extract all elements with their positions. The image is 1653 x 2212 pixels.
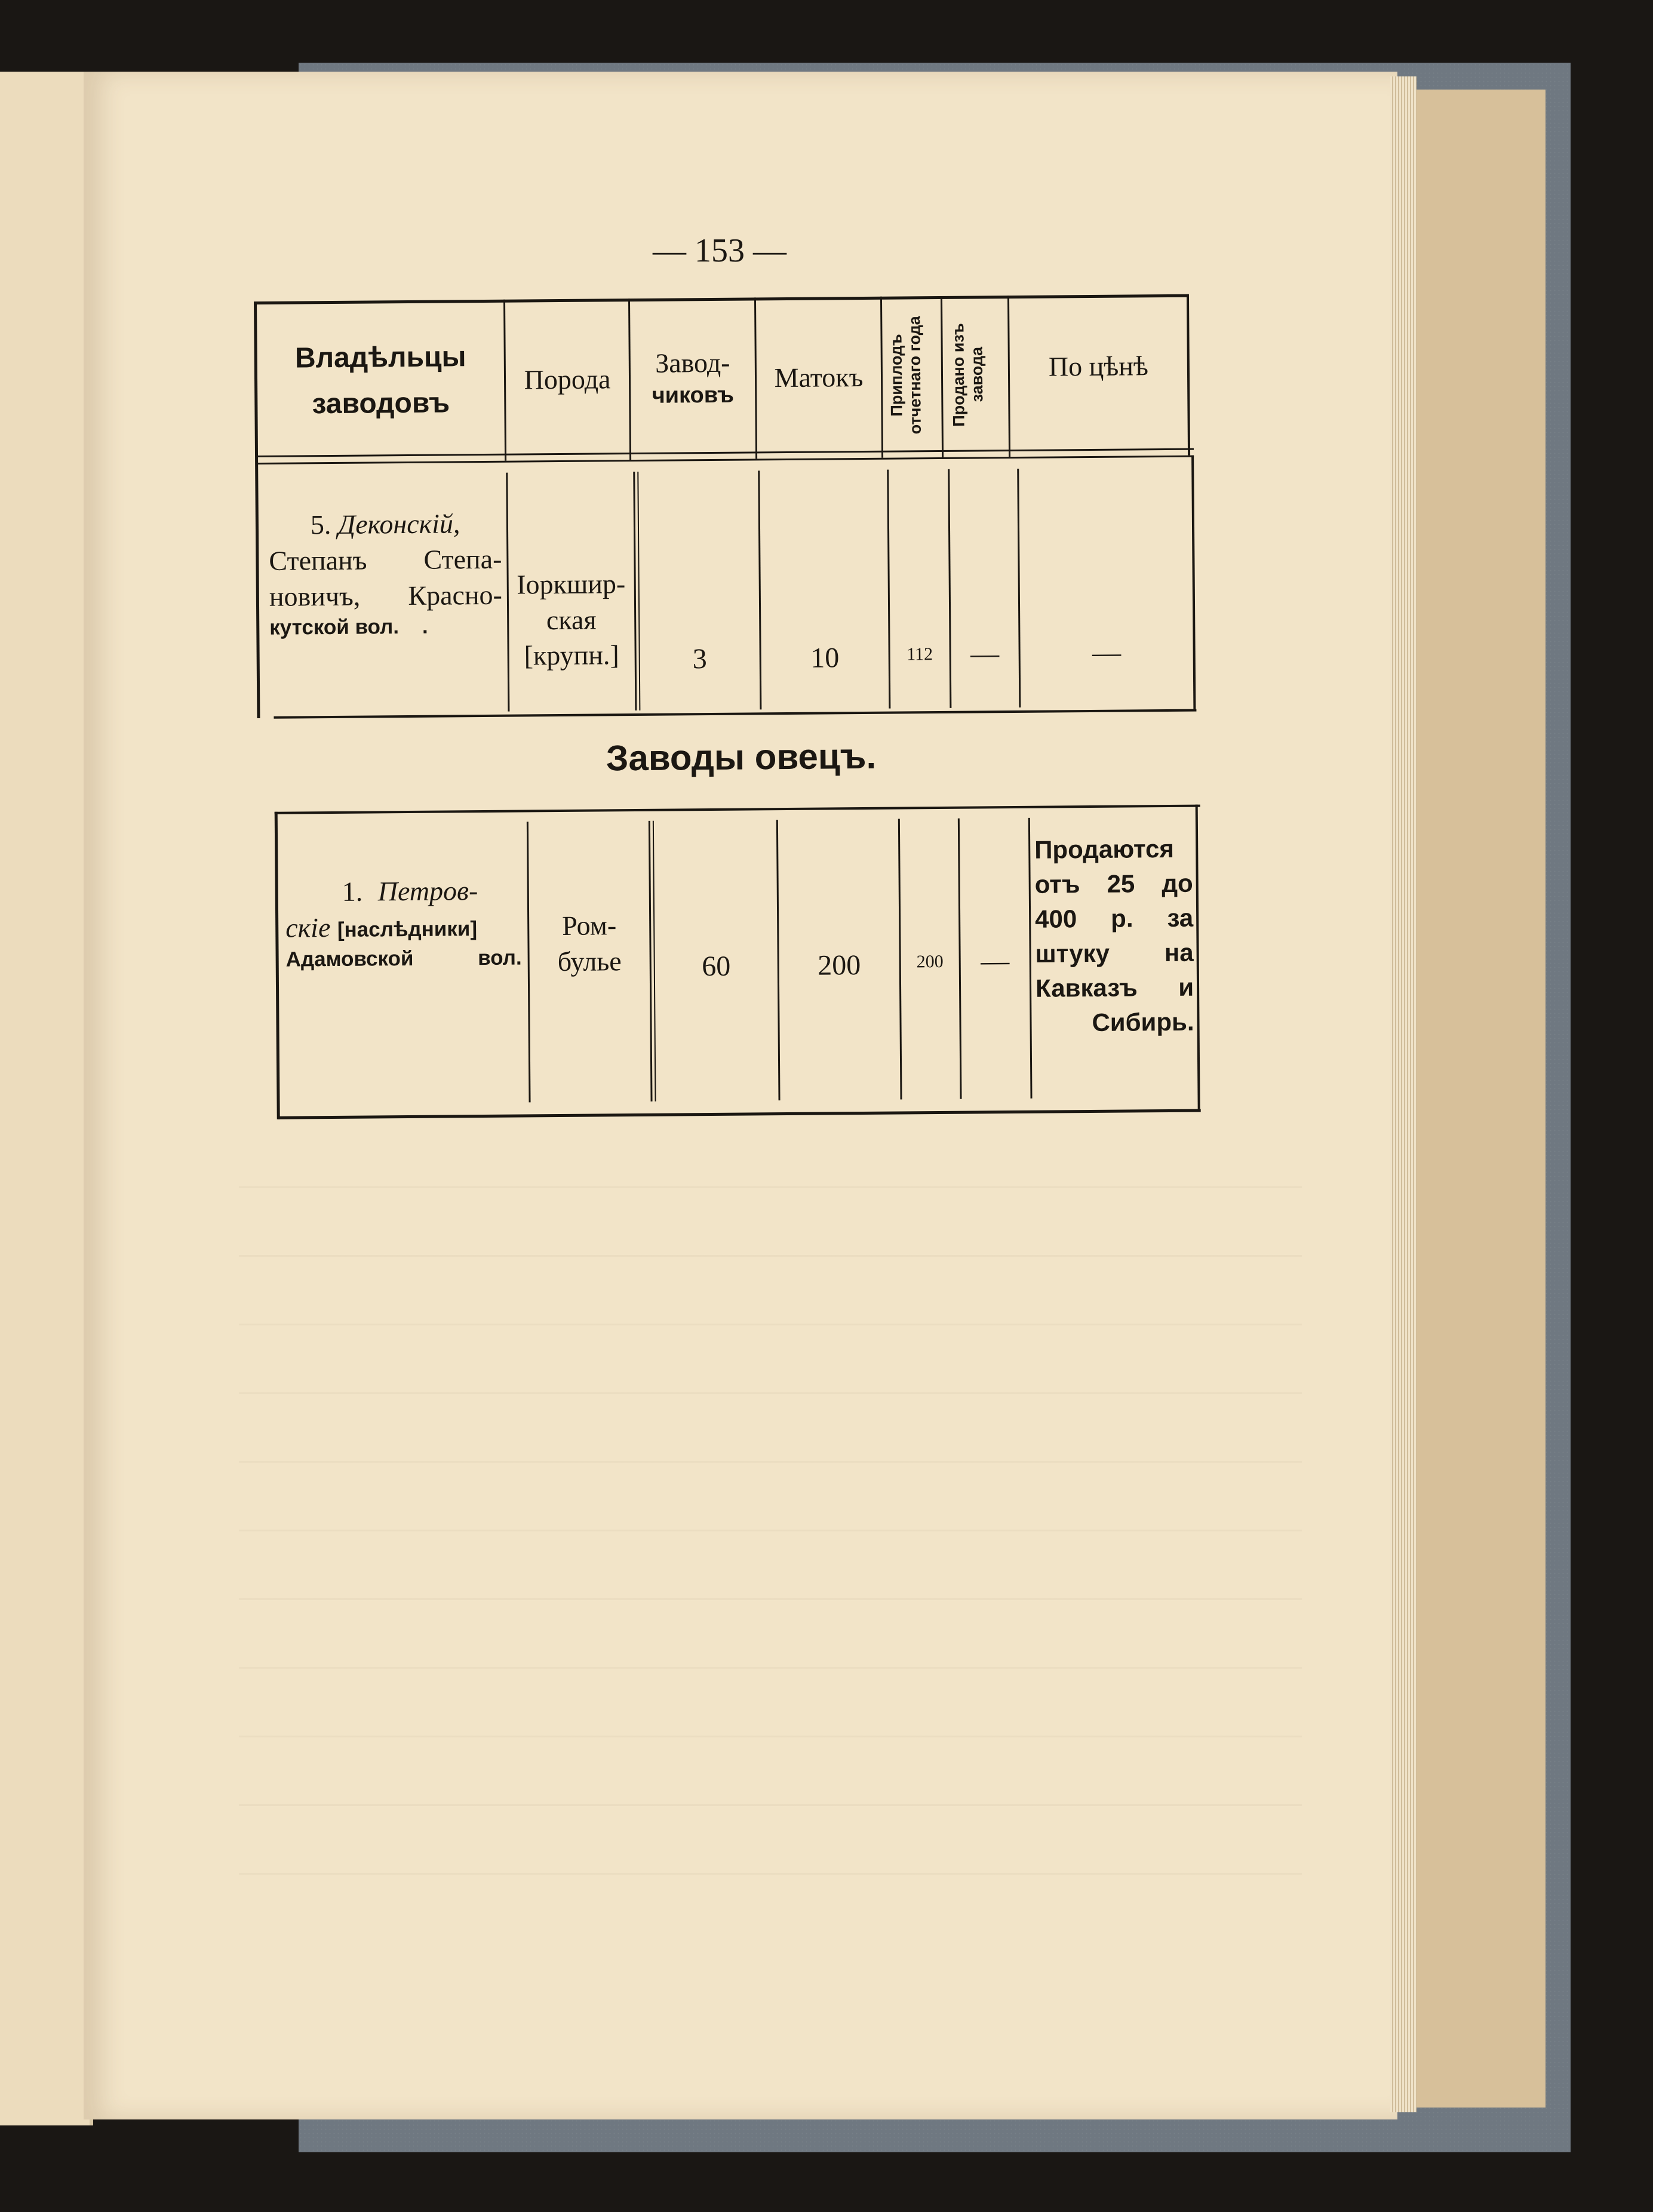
row2-breed xyxy=(529,902,650,986)
header-owners-line1: Владѣльцы xyxy=(294,341,466,374)
header-dams-label: Матокъ xyxy=(774,362,864,393)
row1-breed-line2: ская xyxy=(546,604,597,635)
row1-offspring: 112 xyxy=(907,644,933,664)
row2-owner-line2-rest: [наслѣдники] xyxy=(337,916,478,942)
row2-sold: — xyxy=(981,945,1010,977)
book-page xyxy=(84,72,1397,2119)
row1-breed xyxy=(508,555,635,685)
row2-owner-line2 xyxy=(285,908,521,946)
page-block-edges xyxy=(1390,76,1417,2112)
row1-owner xyxy=(269,506,503,642)
row1-sires: 3 xyxy=(692,643,707,675)
row2-price xyxy=(1034,832,1194,1041)
row2-owner-line1 xyxy=(285,873,521,910)
row2-breed-line1: Ром- xyxy=(562,910,617,942)
row2-price-line2: отъ 25 до xyxy=(1034,869,1193,899)
page-number: — 153 — xyxy=(653,232,786,269)
livestock-table xyxy=(254,294,1216,1122)
left-page-edge xyxy=(0,72,93,2125)
row2-offspring: 200 xyxy=(916,952,944,972)
row2-price-line3: 400 р. за xyxy=(1034,903,1194,933)
header-breed-label: Порода xyxy=(524,364,611,395)
row2-sires: 60 xyxy=(702,950,731,983)
header-sires xyxy=(630,309,755,448)
row2-owner-line2-italic: скіе xyxy=(285,912,331,943)
row2-breed-line2: булье xyxy=(557,946,622,977)
section-title-sheep: Заводы овецъ. xyxy=(606,736,877,779)
row1-owner-name: Деконскій, xyxy=(337,508,460,540)
row1-owner-num: 5. xyxy=(310,509,331,540)
row2-price-line5: Кавказъ и xyxy=(1035,973,1194,1002)
row1-owner-line1 xyxy=(269,506,502,543)
row1-sold: — xyxy=(970,638,1000,670)
header-dams xyxy=(756,309,881,447)
row2-owner-line3: Адамовской вол. xyxy=(285,946,522,971)
row2-owner xyxy=(285,873,522,973)
row1-price: — xyxy=(1092,636,1122,669)
header-owners xyxy=(257,312,505,451)
row1-breed-line3: [крупн.] xyxy=(524,639,619,671)
header-sires-line2: чиковъ xyxy=(652,382,735,408)
show-through-ghost xyxy=(239,1158,1302,1875)
row1-dams: 10 xyxy=(810,642,840,674)
header-sires-line1: Завод- xyxy=(655,347,730,379)
header-sold: Продано изъ завода xyxy=(949,322,987,427)
row2-owner-name: Петров- xyxy=(377,875,478,907)
header-breed xyxy=(505,310,629,449)
row2-price-line4: штуку на xyxy=(1035,938,1194,968)
endpaper xyxy=(1409,90,1546,2108)
header-owners-line2: заводовъ xyxy=(312,387,450,420)
row2-price-line1: Продаются xyxy=(1034,834,1175,864)
row2-price-line6: Сибирь. xyxy=(1092,1007,1194,1036)
row1-owner-line2: Степанъ Степа- xyxy=(269,543,502,576)
row2-dams: 200 xyxy=(818,949,861,982)
header-price-label: По цѣнѣ xyxy=(1048,350,1149,382)
row1-breed-line1: Іоркшир- xyxy=(517,568,626,600)
header-price xyxy=(1009,306,1188,427)
header-offspring: Приплодъ отчетнаго года xyxy=(887,316,924,435)
row1-owner-line3: новичъ, Красно- xyxy=(269,579,503,612)
row1-owner-line4: кутской вол. . xyxy=(269,615,428,640)
row2-owner-num: 1. xyxy=(342,876,363,907)
